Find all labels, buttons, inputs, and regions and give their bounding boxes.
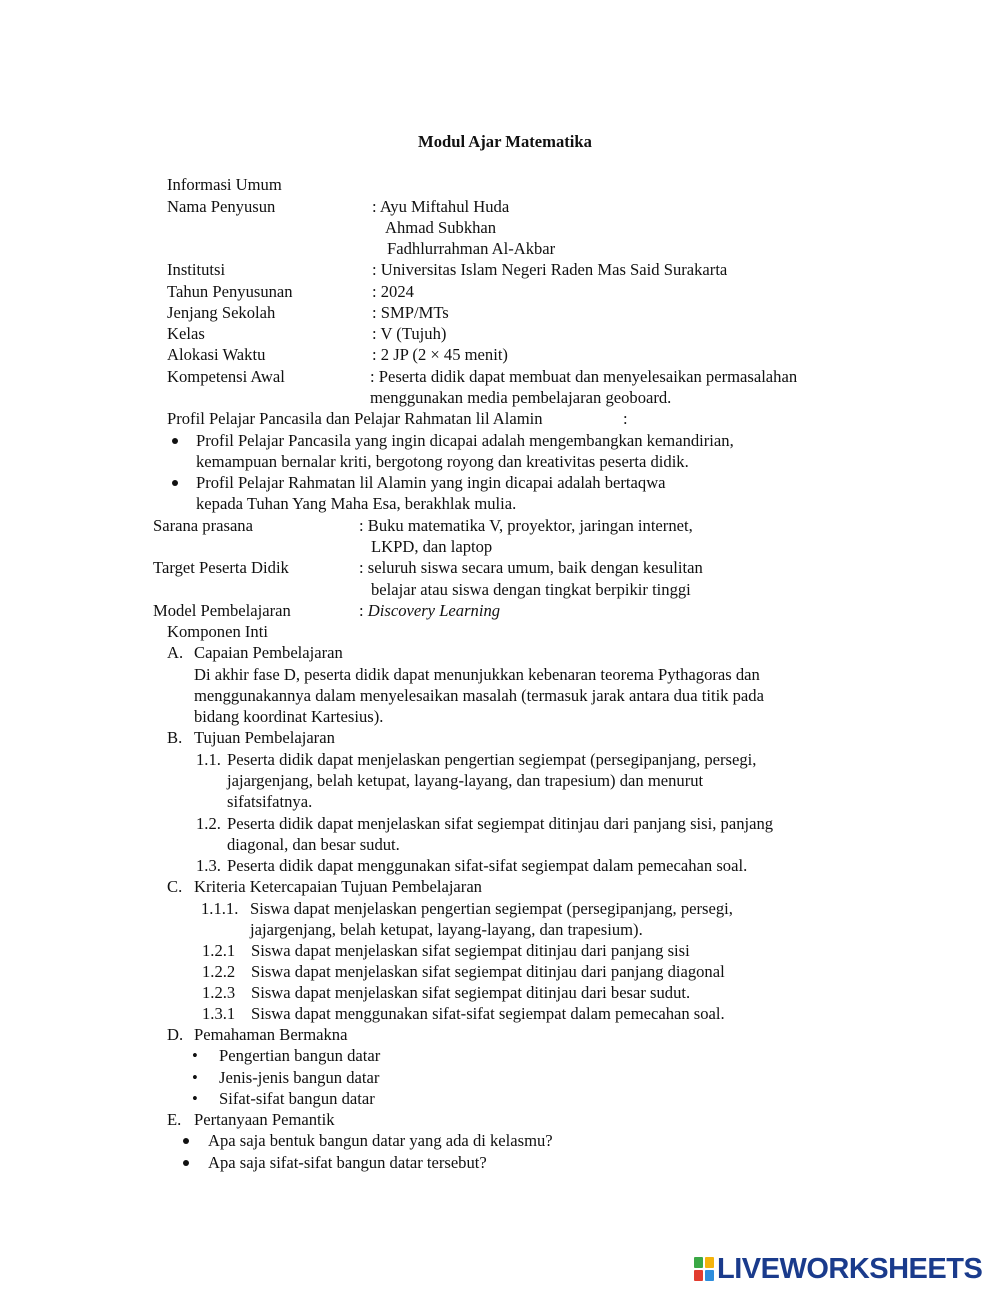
target-value-1: : seluruh siswa secara umum, baik dengan kesulitan <box>359 558 703 577</box>
tujuan-2-line-1: Peserta didik dapat menjelaskan sifat segiempat ditinjau dari panjang sisi, panjang <box>227 814 774 833</box>
info-heading: Informasi Umum <box>167 175 282 194</box>
jenjang-label: Jenjang Sekolah <box>167 303 276 322</box>
kriteria-5-line-1: Siswa dapat menggunakan sifat-sifat segiempat dalam pemecahan soal. <box>251 1004 725 1023</box>
section-d-title: Pemahaman Bermakna <box>194 1025 348 1044</box>
nama-penyusun-label: Nama Penyusun <box>167 197 276 216</box>
section-a-title: Capaian Pembelajaran <box>194 643 343 662</box>
profil-bullet-1-line-2: kemampuan bernalar kriti, bergotong royong dan kreativitas peserta didik. <box>196 452 689 471</box>
pemahaman-item-1: Pengertian bangun datar <box>219 1046 381 1065</box>
section-a-text-1: Di akhir fase D, peserta didik dapat menunjukkan kebenaran teorema Pythagoras dan <box>194 665 760 684</box>
pemahaman-item-2: Jenis-jenis bangun datar <box>219 1068 380 1087</box>
section-e-marker: E. <box>167 1110 182 1129</box>
kriteria-4-line-1: Siswa dapat menjelaskan sifat segiempat ditinjau dari besar sudut. <box>251 983 691 1002</box>
section-b-title: Tujuan Pembelajaran <box>194 728 335 747</box>
alokasi-value: : 2 JP (2 × 45 menit) <box>372 345 508 364</box>
tujuan-2-line-2: diagonal, dan besar sudut. <box>227 835 400 854</box>
kriteria-3-num: 1.2.2 <box>202 962 236 981</box>
kriteria-2-num: 1.2.1 <box>202 941 236 960</box>
sarana-value-2: LKPD, dan laptop <box>371 537 493 556</box>
profil-heading: Profil Pelajar Pancasila dan Pelajar Rahmatan lil Alamin <box>167 409 543 428</box>
komponen-heading: Komponen Inti <box>167 622 268 641</box>
tujuan-1-line-1: Peserta didik dapat menjelaskan pengertian segiempat (persegipanjang, persegi, <box>227 750 757 769</box>
tujuan-3-num: 1.3. <box>196 856 221 875</box>
model-name: Discovery Learning <box>367 601 501 620</box>
section-d-marker: D. <box>167 1025 184 1044</box>
pemantik-item-1: Apa saja bentuk bangun datar yang ada di kelasmu? <box>208 1131 553 1150</box>
kelas-label: Kelas <box>167 324 205 343</box>
model-colon: : <box>359 601 364 620</box>
profil-bullet-2-line-1: Profil Pelajar Rahmatan lil Alamin yang ingin dicapai adalah bertaqwa <box>196 473 666 492</box>
logo-text: LIVEWORKSHEETS <box>717 1253 983 1285</box>
alokasi-label: Alokasi Waktu <box>167 345 266 364</box>
section-b-marker: B. <box>167 728 183 747</box>
kompetensi-value-1: : Peserta didik dapat membuat dan menyelesaikan permasalahan <box>370 367 798 386</box>
bullet-icon: • <box>192 1046 198 1065</box>
tahun-value: : 2024 <box>372 282 414 301</box>
pemantik-item-2: Apa saja sifat-sifat bangun datar tersebut? <box>208 1153 487 1172</box>
kriteria-4-num: 1.2.3 <box>202 983 236 1002</box>
jenjang-value: : SMP/MTs <box>372 303 449 322</box>
profil-bullet-2-line-2: kepada Tuhan Yang Maha Esa, berakhlak mulia. <box>196 494 517 513</box>
kriteria-3-line-1: Siswa dapat menjelaskan sifat segiempat ditinjau dari panjang diagonal <box>251 962 725 981</box>
kriteria-1-num: 1.1.1. <box>201 899 239 918</box>
section-a-text-2: menggunakannya dalam menyelesaikan masalah (termasuk jarak antara dua titik pada <box>194 686 764 705</box>
bullet-icon <box>172 480 178 486</box>
nama-penyusun-value-2: Ahmad Subkhan <box>385 218 497 237</box>
institusi-value: : Universitas Islam Negeri Raden Mas Said Surakarta <box>372 260 728 279</box>
target-value-2: belajar atau siswa dengan tingkat berpikir tinggi <box>371 580 691 599</box>
kriteria-2-line-1: Siswa dapat menjelaskan sifat segiempat ditinjau dari panjang sisi <box>251 941 690 960</box>
tujuan-1-num: 1.1. <box>196 750 221 769</box>
section-a-marker: A. <box>167 643 184 662</box>
target-label: Target Peserta Didik <box>153 558 289 577</box>
kompetensi-value-2: menggunakan media pembelajaran geoboard. <box>370 388 672 407</box>
bullet-icon <box>183 1160 189 1166</box>
liveworksheets-logo <box>694 1254 990 1284</box>
institusi-label: Institutsi <box>167 260 226 279</box>
section-e-title: Pertanyaan Pemantik <box>194 1110 335 1129</box>
profil-bullet-1-line-1: Profil Pelajar Pancasila yang ingin dicapai adalah mengembangkan kemandirian, <box>196 431 734 450</box>
tujuan-1-line-2: jajargenjang, belah ketupat, layang-layang, dan trapesium) dan menurut <box>227 771 704 790</box>
logo-blocks-icon <box>694 1257 714 1281</box>
section-c-marker: C. <box>167 877 183 896</box>
section-c-title: Kriteria Ketercapaian Tujuan Pembelajaran <box>194 877 482 896</box>
document-title: Modul Ajar Matematika <box>418 132 592 151</box>
kriteria-5-num: 1.3.1 <box>202 1004 236 1023</box>
tahun-label: Tahun Penyusunan <box>167 282 293 301</box>
nama-penyusun-value-3: Fadhlurrahman Al-Akbar <box>387 239 556 258</box>
tujuan-2-num: 1.2. <box>196 814 221 833</box>
kelas-value: : V (Tujuh) <box>372 324 447 343</box>
tujuan-1-line-3: sifatsifatnya. <box>227 792 313 811</box>
model-label: Model Pembelajaran <box>153 601 291 620</box>
kompetensi-label: Kompetensi Awal <box>167 367 285 386</box>
section-a-text-3: bidang koordinat Kartesius). <box>194 707 384 726</box>
bullet-icon <box>172 438 178 444</box>
bullet-icon: • <box>192 1089 198 1108</box>
tujuan-3-line-1: Peserta didik dapat menggunakan sifat-sifat segiempat dalam pemecahan soal. <box>227 856 748 875</box>
bullet-icon: • <box>192 1068 198 1087</box>
profil-colon: : <box>623 409 628 428</box>
pemahaman-item-3: Sifat-sifat bangun datar <box>219 1089 375 1108</box>
sarana-value-1: : Buku matematika V, proyektor, jaringan internet, <box>359 516 693 535</box>
sarana-label: Sarana prasana <box>153 516 253 535</box>
nama-penyusun-value-1: : Ayu Miftahul Huda <box>372 197 510 216</box>
kriteria-1-line-1: Siswa dapat menjelaskan pengertian segiempat (persegipanjang, persegi, <box>250 899 733 918</box>
bullet-icon <box>183 1138 189 1144</box>
kriteria-1-line-2: jajargenjang, belah ketupat, layang-layang, dan trapesium). <box>250 920 643 939</box>
model-value <box>359 601 500 621</box>
